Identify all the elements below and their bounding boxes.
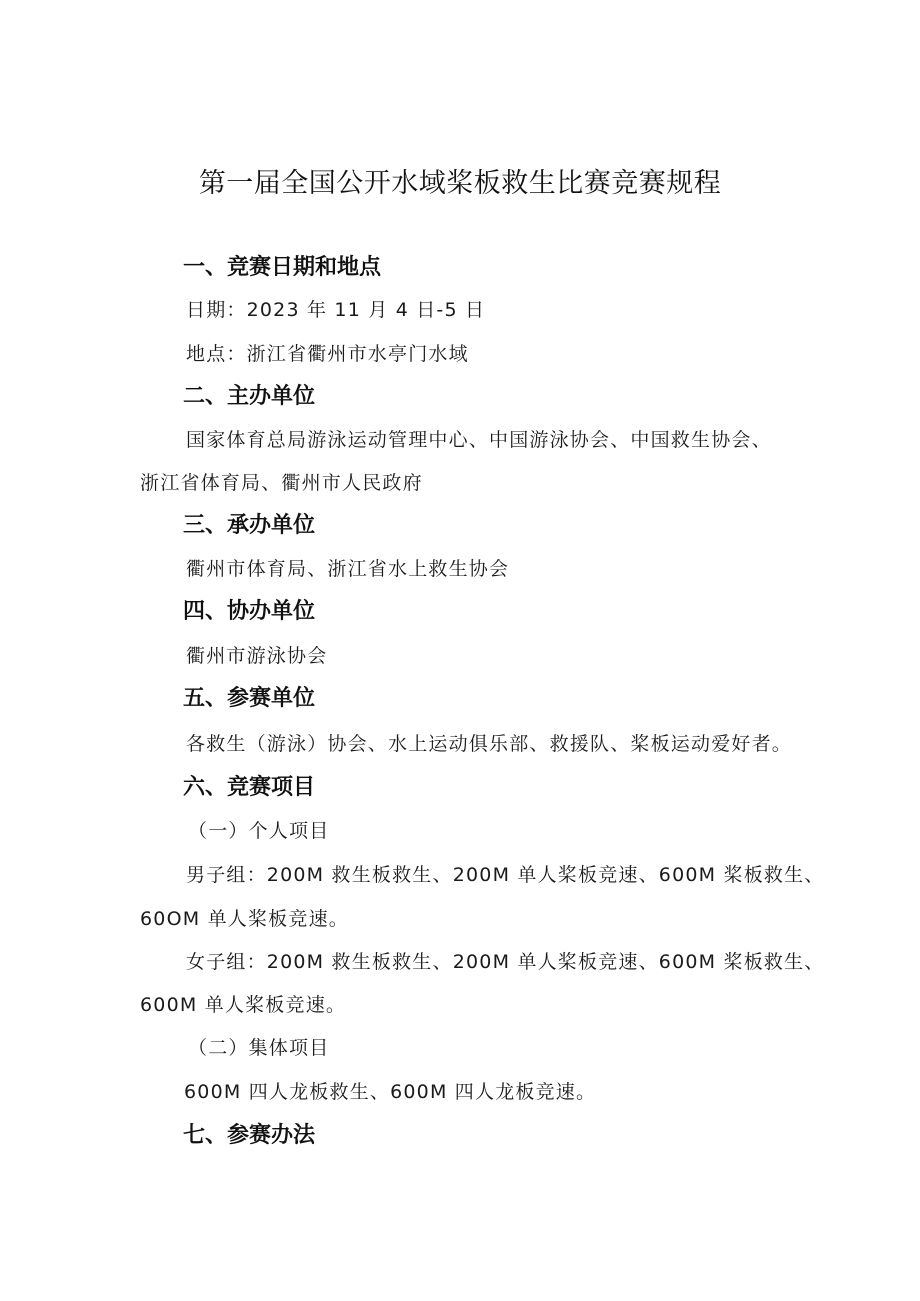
section-heading-organizer: 二、主办单位 <box>183 384 316 409</box>
host-line: 衢州市体育局、浙江省水上救生协会 <box>186 558 510 580</box>
section-heading-host: 三、承办单位 <box>183 513 316 538</box>
men-events-line-1: 男子组：200M 救生板救生、200M 单人桨板竞速、600M 桨板救生、 <box>186 864 825 886</box>
section-heading-participation-method: 七、参赛办法 <box>183 1123 316 1148</box>
team-events-subheading: （二）集体项目 <box>188 1037 330 1059</box>
participants-line: 各救生（游泳）协会、水上运动俱乐部、救援队、桨板运动爱好者。 <box>186 733 793 755</box>
venue-line: 地点：浙江省衢州市水亭门水域 <box>186 343 469 365</box>
document-title: 第一届全国公开水域桨板救生比赛竞赛规程 <box>198 168 722 199</box>
individual-events-subheading: （一）个人项目 <box>188 820 330 842</box>
section-heading-co-organizer: 四、协办单位 <box>183 599 316 624</box>
women-events-line-1: 女子组：200M 救生板救生、200M 单人桨板竞速、600M 桨板救生、 <box>186 951 825 973</box>
men-events-line-2: 60OM 单人桨板竞速。 <box>140 908 349 930</box>
section-heading-date-venue: 一、竞赛日期和地点 <box>183 255 382 280</box>
section-heading-events: 六、竞赛项目 <box>183 775 316 800</box>
organizer-line-2: 浙江省体育局、衢州市人民政府 <box>140 472 423 494</box>
date-line: 日期：2023 年 11 月 4 日-5 日 <box>186 299 486 321</box>
co-organizer-line: 衢州市游泳协会 <box>186 645 328 667</box>
women-events-line-2: 600M 单人桨板竞速。 <box>140 994 347 1016</box>
organizer-line-1: 国家体育总局游泳运动管理中心、中国游泳协会、中国救生协会、 <box>186 429 772 451</box>
team-events-line: 600M 四人龙板救生、600M 四人龙板竞速。 <box>184 1081 597 1103</box>
section-heading-participants: 五、参赛单位 <box>183 686 316 711</box>
